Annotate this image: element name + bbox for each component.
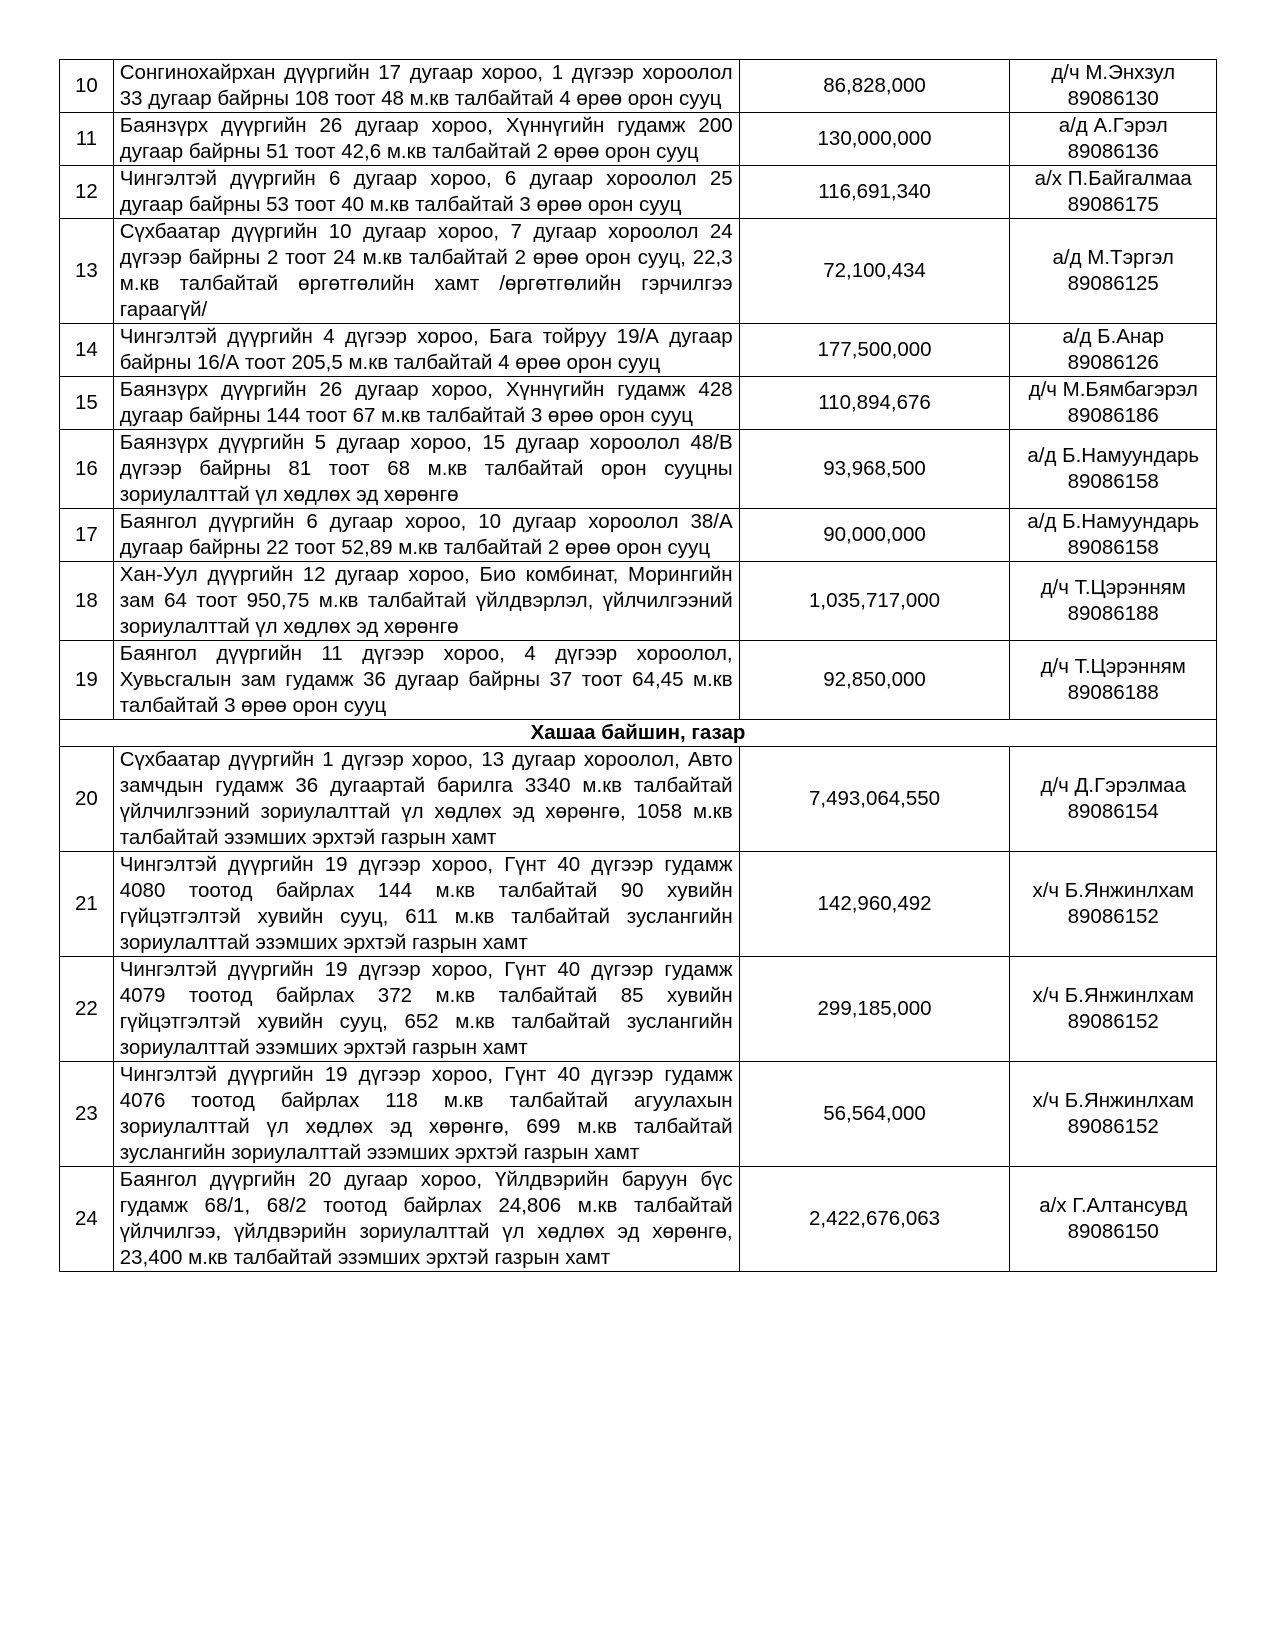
starting-price: 110,894,676 bbox=[739, 377, 1010, 430]
contact-phone: 89086188 bbox=[1067, 602, 1159, 625]
contact-name: а/д Б.Анар bbox=[1062, 325, 1165, 348]
contact-cell bbox=[1010, 1167, 1217, 1272]
contact-phone: 89086152 bbox=[1067, 1115, 1159, 1138]
contact-name: а/д Б.Намуундарь bbox=[1027, 510, 1200, 533]
starting-price: 56,564,000 bbox=[739, 1062, 1010, 1167]
contact-name: д/ч Т.Цэрэнням bbox=[1040, 576, 1186, 599]
property-description: Баянгол дүүргийн 11 дүгээр хороо, 4 дүгээр хороолол, Хувьсгалын зам гудамж 36 дугаар байрны 37 тоот 64,45 м.кв талбайтай 3 өрөө орон сууц bbox=[113, 641, 739, 720]
contact-cell bbox=[1010, 113, 1217, 166]
contact-name: д/ч Т.Цэрэнням bbox=[1040, 655, 1186, 678]
table-body bbox=[60, 60, 1217, 1272]
table-row bbox=[60, 852, 1217, 957]
table-row bbox=[60, 747, 1217, 852]
contact-name: а/д А.Гэрэл bbox=[1058, 114, 1168, 137]
contact-name: а/х П.Байгалмаа bbox=[1034, 167, 1192, 190]
row-number: 22 bbox=[60, 957, 114, 1062]
table-row bbox=[60, 430, 1217, 509]
starting-price: 142,960,492 bbox=[739, 852, 1010, 957]
starting-price: 72,100,434 bbox=[739, 219, 1010, 324]
row-number: 10 bbox=[60, 60, 114, 113]
property-description: Чингэлтэй дүүргийн 19 дүгээр хороо, Гүнт 40 дүгээр гудамж 4080 тоотод байрлах 144 м.кв талбайтай 90 хувийн гүйцэтгэлтэй хувийн сууц, 611 м.кв талбайтай зуслангийн зориулалттай эзэмших эрхтэй газрын хамт bbox=[113, 852, 739, 957]
table-row bbox=[60, 166, 1217, 219]
contact-phone: 89086186 bbox=[1067, 404, 1159, 427]
contact-name: а/д Б.Намуундарь bbox=[1027, 444, 1200, 467]
contact-phone: 89086158 bbox=[1067, 536, 1159, 559]
contact-name: х/ч Б.Янжинлхам bbox=[1032, 879, 1194, 902]
contact-phone: 89086136 bbox=[1067, 140, 1159, 163]
row-number: 13 bbox=[60, 219, 114, 324]
starting-price: 130,000,000 bbox=[739, 113, 1010, 166]
contact-name: д/ч М.Бямбагэрэл bbox=[1028, 378, 1198, 401]
starting-price: 7,493,064,550 bbox=[739, 747, 1010, 852]
contact-phone: 89086125 bbox=[1067, 272, 1159, 295]
contact-cell bbox=[1010, 957, 1217, 1062]
starting-price: 92,850,000 bbox=[739, 641, 1010, 720]
property-description: Хан-Уул дүүргийн 12 дугаар хороо, Био комбинат, Морингийн зам 64 тоот 950,75 м.кв талбайтай үйлдвэрлэл, үйлчилгээний зориулалттай үл хөдлөх эд хөрөнгө bbox=[113, 562, 739, 641]
row-number: 16 bbox=[60, 430, 114, 509]
table-row bbox=[60, 377, 1217, 430]
starting-price: 299,185,000 bbox=[739, 957, 1010, 1062]
starting-price: 86,828,000 bbox=[739, 60, 1010, 113]
contact-phone: 89086130 bbox=[1067, 87, 1159, 110]
property-description: Чингэлтэй дүүргийн 6 дугаар хороо, 6 дугаар хороолол 25 дугаар байрны 53 тоот 40 м.кв талбайтай 3 өрөө орон сууц bbox=[113, 166, 739, 219]
contact-cell bbox=[1010, 377, 1217, 430]
contact-phone: 89086175 bbox=[1067, 193, 1159, 216]
contact-phone: 89086126 bbox=[1067, 351, 1159, 374]
section-heading-row bbox=[60, 720, 1217, 747]
property-description: Баянзүрх дүүргийн 5 дугаар хороо, 15 дугаар хороолол 48/В дүгээр байрны 81 тоот 68 м.кв талбайтай орон сууцны зориулалттай үл хөдлөх эд хөрөнгө bbox=[113, 430, 739, 509]
starting-price: 93,968,500 bbox=[739, 430, 1010, 509]
contact-cell bbox=[1010, 562, 1217, 641]
row-number: 18 bbox=[60, 562, 114, 641]
contact-name: х/ч Б.Янжинлхам bbox=[1032, 984, 1194, 1007]
contact-cell bbox=[1010, 509, 1217, 562]
property-description: Сүхбаатар дүүргийн 1 дүгээр хороо, 13 дугаар хороолол, Авто замчдын гудамж 36 дугаартай барилга 3340 м.кв талбайтай үйлчилгээний зориулалттай үл хөдлөх эд хөрөнгө, 1058 м.кв талбайтай эзэмших эрхтэй газрын хамт bbox=[113, 747, 739, 852]
table-row bbox=[60, 219, 1217, 324]
starting-price: 2,422,676,063 bbox=[739, 1167, 1010, 1272]
table-row bbox=[60, 509, 1217, 562]
table-row bbox=[60, 1167, 1217, 1272]
contact-phone: 89086154 bbox=[1067, 800, 1159, 823]
row-number: 23 bbox=[60, 1062, 114, 1167]
contact-cell bbox=[1010, 60, 1217, 113]
row-number: 15 bbox=[60, 377, 114, 430]
starting-price: 116,691,340 bbox=[739, 166, 1010, 219]
property-description: Баянзүрх дүүргийн 26 дугаар хороо, Хүннүгийн гудамж 200 дугаар байрны 51 тоот 42,6 м.кв талбайтай 2 өрөө орон сууц bbox=[113, 113, 739, 166]
table-row bbox=[60, 60, 1217, 113]
row-number: 11 bbox=[60, 113, 114, 166]
contact-cell bbox=[1010, 1062, 1217, 1167]
table-row bbox=[60, 1062, 1217, 1167]
table-row bbox=[60, 324, 1217, 377]
row-number: 24 bbox=[60, 1167, 114, 1272]
row-number: 20 bbox=[60, 747, 114, 852]
contact-name: а/х Г.Алтансувд bbox=[1039, 1194, 1188, 1217]
contact-cell bbox=[1010, 324, 1217, 377]
table-row bbox=[60, 113, 1217, 166]
property-listing-table bbox=[59, 59, 1217, 1272]
property-description: Сүхбаатар дүүргийн 10 дугаар хороо, 7 дугаар хороолол 24 дүгээр байрны 2 тоот 24 м.кв талбайтай 2 өрөө орон сууц, 22,3 м.кв талбайтай өргөтгөлийн хамт /өргөтгөлийн гэрчилгээ гараагүй/ bbox=[113, 219, 739, 324]
contact-phone: 89086158 bbox=[1067, 470, 1159, 493]
contact-cell bbox=[1010, 166, 1217, 219]
row-number: 19 bbox=[60, 641, 114, 720]
contact-phone: 89086188 bbox=[1067, 681, 1159, 704]
row-number: 14 bbox=[60, 324, 114, 377]
contact-cell bbox=[1010, 641, 1217, 720]
contact-phone: 89086152 bbox=[1067, 905, 1159, 928]
contact-cell bbox=[1010, 747, 1217, 852]
starting-price: 1,035,717,000 bbox=[739, 562, 1010, 641]
contact-name: д/ч Д.Гэрэлмаа bbox=[1040, 774, 1186, 797]
row-number: 12 bbox=[60, 166, 114, 219]
table-row bbox=[60, 641, 1217, 720]
contact-phone: 89086152 bbox=[1067, 1010, 1159, 1033]
contact-phone: 89086150 bbox=[1067, 1220, 1159, 1243]
property-description: Чингэлтэй дүүргийн 4 дүгээр хороо, Бага тойруу 19/А дугаар байрны 16/А тоот 205,5 м.кв талбайтай 4 өрөө орон сууц bbox=[113, 324, 739, 377]
property-description: Баянзүрх дүүргийн 26 дугаар хороо, Хүннүгийн гудамж 428 дугаар байрны 144 тоот 67 м.кв талбайтай 3 өрөө орон сууц bbox=[113, 377, 739, 430]
starting-price: 90,000,000 bbox=[739, 509, 1010, 562]
property-description: Чингэлтэй дүүргийн 19 дүгээр хороо, Гүнт 40 дүгээр гудамж 4076 тоотод байрлах 118 м.кв талбайтай агуулахын зориулалттай үл хөдлөх эд хөрөнгө, 699 м.кв талбайтай зуслангийн зориулалттай эзэмших эрхтэй газрын хамт bbox=[113, 1062, 739, 1167]
table-row bbox=[60, 957, 1217, 1062]
contact-cell bbox=[1010, 219, 1217, 324]
row-number: 21 bbox=[60, 852, 114, 957]
property-description: Баянгол дүүргийн 6 дугаар хороо, 10 дугаар хороолол 38/А дугаар байрны 22 тоот 52,89 м.кв талбайтай 2 өрөө орон сууц bbox=[113, 509, 739, 562]
property-description: Баянгол дүүргийн 20 дугаар хороо, Үйлдвэрийн баруун бүс гудамж 68/1, 68/2 тоотод байрлах 24,806 м.кв талбайтай үйлчилгээ, үйлдвэрийн зориулалттай үл хөдлөх эд хөрөнгө, 23,400 м.кв талбайтай эзэмших эрхтэй газрын хамт bbox=[113, 1167, 739, 1272]
row-number: 17 bbox=[60, 509, 114, 562]
property-description: Сонгинохайрхан дүүргийн 17 дугаар хороо, 1 дүгээр хороолол 33 дугаар байрны 108 тоот 48 м.кв талбайтай 4 өрөө орон сууц bbox=[113, 60, 739, 113]
property-description: Чингэлтэй дүүргийн 19 дүгээр хороо, Гүнт 40 дүгээр гудамж 4079 тоотод байрлах 372 м.кв талбайтай 85 хувийн гүйцэтгэлтэй хувийн сууц, 652 м.кв талбайтай зуслангийн зориулалттай эзэмших эрхтэй газрын хамт bbox=[113, 957, 739, 1062]
section-heading: Хашаа байшин, газар bbox=[60, 720, 1217, 747]
contact-cell bbox=[1010, 430, 1217, 509]
table-row bbox=[60, 562, 1217, 641]
contact-name: д/ч М.Энхзул bbox=[1051, 61, 1176, 84]
starting-price: 177,500,000 bbox=[739, 324, 1010, 377]
contact-cell bbox=[1010, 852, 1217, 957]
contact-name: х/ч Б.Янжинлхам bbox=[1032, 1089, 1194, 1112]
contact-name: а/д М.Тэргэл bbox=[1052, 246, 1174, 269]
